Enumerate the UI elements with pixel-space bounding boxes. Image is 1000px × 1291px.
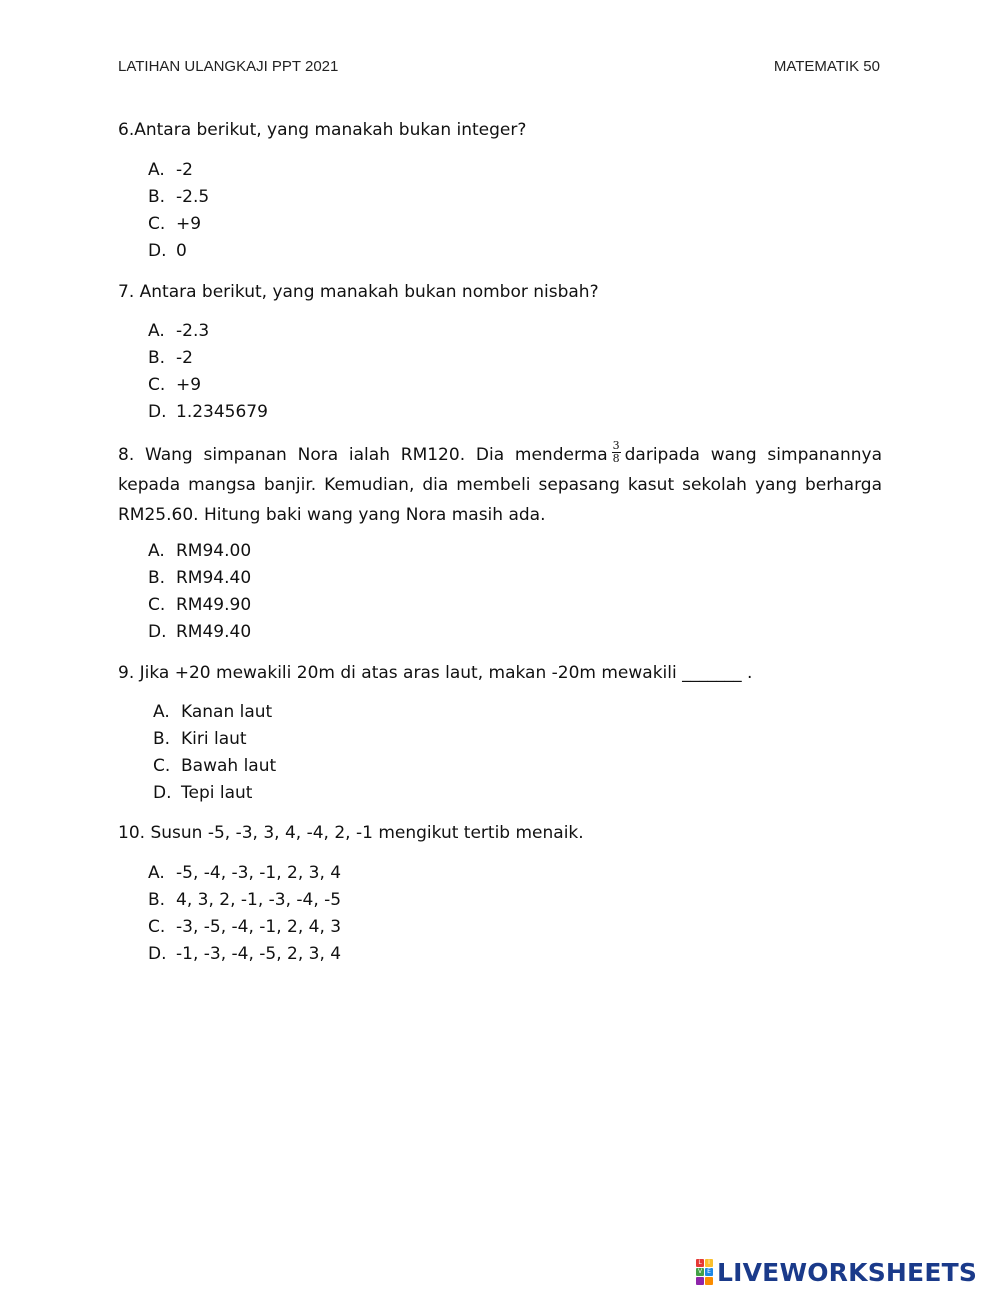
option-value: +9 [176,214,202,234]
question-8-options [148,538,251,646]
question-6-options [148,157,209,265]
question-9-options [153,699,276,807]
option-label: B. [148,348,166,368]
option-label: A. [148,863,165,883]
header-subject: MATEMATIK 50 [773,58,880,75]
option-label: B. [148,568,166,588]
option-c[interactable] [153,753,276,780]
option-b[interactable] [148,887,341,914]
option-label: B. [148,187,166,207]
option-a[interactable] [148,538,251,565]
option-label: A. [153,702,170,722]
option-b[interactable] [153,726,276,753]
option-value: -3, -5, -4, -1, 2, 4, 3 [176,917,342,937]
option-b[interactable] [148,565,251,592]
question-10: 10. Susun -5, -3, 3, 4, -4, 2, -1 mengikut tertib menaik. [118,823,584,843]
option-value: RM94.00 [176,541,252,561]
option-a[interactable] [153,699,276,726]
option-value: -2 [176,160,193,180]
option-a[interactable] [148,157,209,184]
option-value: 0 [176,241,187,261]
option-value: RM94.40 [176,568,252,588]
logo-block: V [697,1268,703,1275]
option-label: B. [148,890,166,910]
option-a[interactable] [148,860,341,887]
option-value: Kanan laut [181,702,273,722]
question-8-text-start: 8. Wang simpanan Nora ialah RM120. Dia menderma [118,445,608,465]
logo-wordmark: LIVEWORKSHEETS [717,1257,978,1287]
option-value: -5, -4, -3, -1, 2, 3, 4 [176,863,342,883]
header-title: LATIHAN ULANGKAJI PPT 2021 [118,58,339,75]
option-value: 4, 3, 2, -1, -3, -4, -5 [176,890,342,910]
fraction [612,440,621,465]
fraction-denominator: 8 [612,451,620,465]
option-d[interactable] [148,399,268,426]
option-value: Tepi laut [181,783,253,803]
question-9: 9. Jika +20 mewakili 20m di atas aras laut, makan -20m mewakili _______ . [118,663,753,683]
option-label: C. [148,375,166,395]
option-label: D. [148,944,167,964]
logo-block: E [705,1268,713,1276]
option-label: A. [148,160,165,180]
question-7: 7. Antara berikut, yang manakah bukan nombor nisbah? [118,282,599,302]
option-value: RM49.40 [176,622,252,642]
option-label: C. [148,917,166,937]
option-label: B. [153,729,171,749]
question-6: 6.Antara berikut, yang manakah bukan integer? [118,120,527,140]
option-d[interactable] [153,780,276,807]
option-b[interactable] [148,345,268,372]
option-value: -2.3 [176,321,210,341]
option-label: A. [148,541,165,561]
option-c[interactable] [148,211,209,238]
option-value: 1.2345679 [176,402,268,422]
option-c[interactable] [148,372,268,399]
option-d[interactable] [148,619,251,646]
question-10-options [148,860,341,968]
option-value: -2 [176,348,193,368]
logo-blocks-icon [696,1259,713,1285]
option-c[interactable] [148,914,341,941]
option-label: C. [148,595,166,615]
fraction-numerator: 3 [612,438,620,452]
option-label: D. [153,783,172,803]
logo-block: L [696,1259,704,1267]
option-c[interactable] [148,592,251,619]
logo-block [696,1277,704,1285]
logo-block: I [705,1259,713,1267]
option-label: C. [153,756,171,776]
question-8 [118,440,882,530]
option-a[interactable] [148,318,268,345]
option-label: A. [148,321,165,341]
option-value: Bawah laut [181,756,277,776]
option-label: D. [148,402,167,422]
liveworksheets-logo[interactable] [696,1258,977,1286]
option-b[interactable] [148,184,209,211]
option-d[interactable] [148,238,209,265]
question-8-text-end: daripada wang simpanannya kepada mangsa banjir. Kemudian, dia membeli sepasang kasut sekolah yang berharga RM25.60. Hitung baki wang yang Nora masih ada. [118,445,882,525]
option-value: Kiri laut [181,729,247,749]
option-d[interactable] [148,941,341,968]
option-label: D. [148,241,167,261]
question-7-options [148,318,268,426]
option-label: D. [148,622,167,642]
option-value: +9 [176,375,202,395]
option-value: -1, -3, -4, -5, 2, 3, 4 [176,944,342,964]
page-header [118,58,880,82]
option-value: RM49.90 [176,595,252,615]
option-value: -2.5 [176,187,210,207]
option-label: C. [148,214,166,234]
logo-block [705,1277,713,1285]
